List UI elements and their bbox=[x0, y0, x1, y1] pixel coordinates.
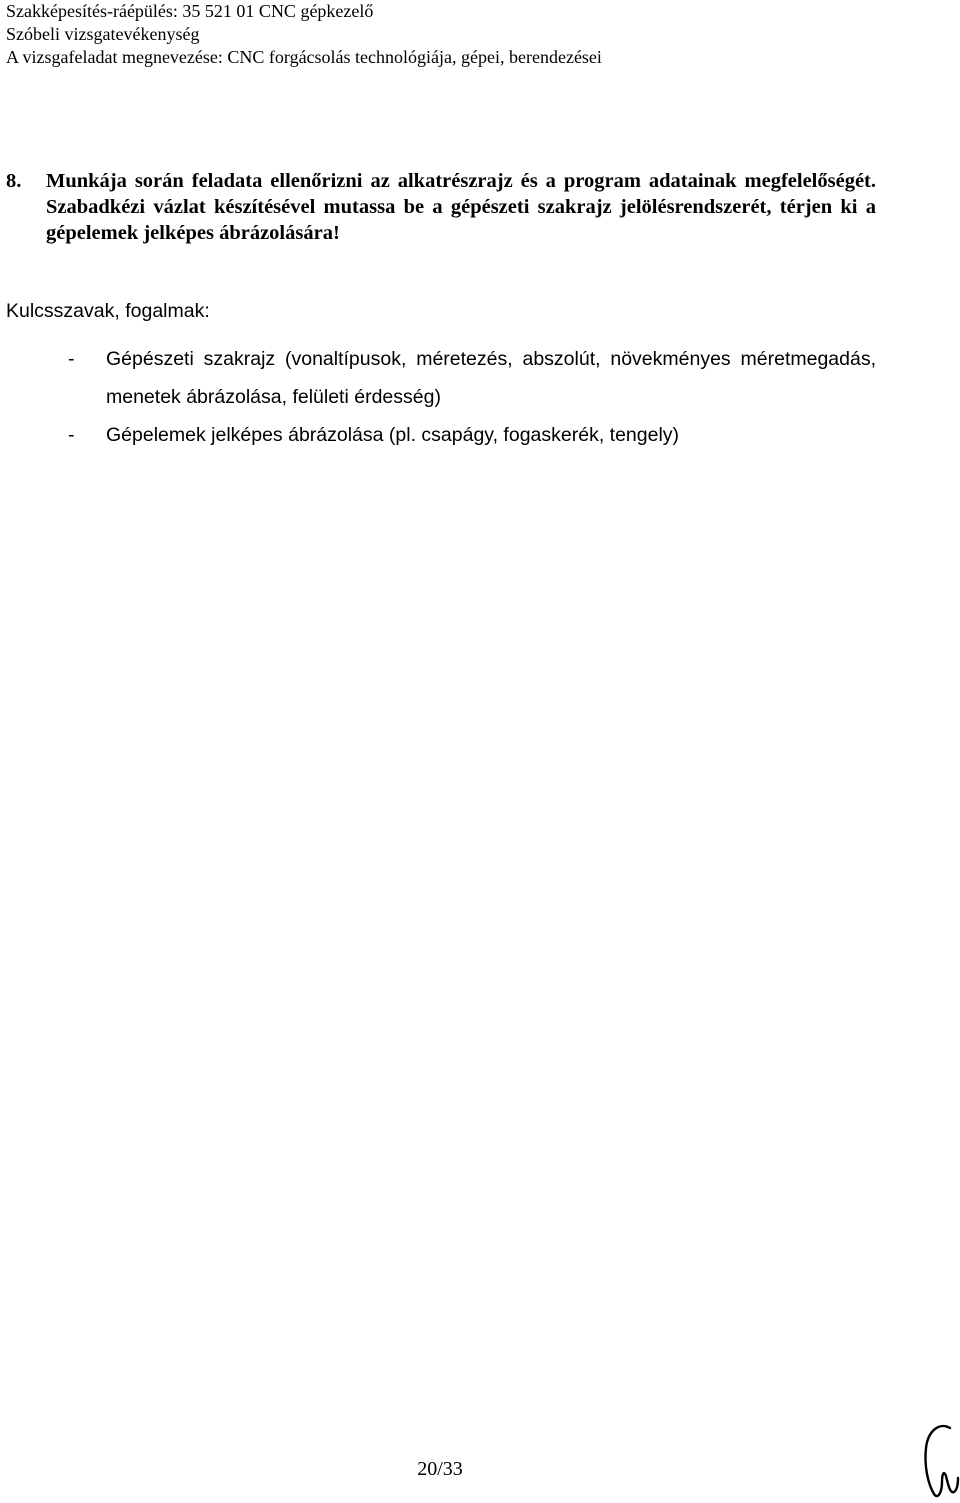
signature-mark bbox=[920, 1420, 960, 1503]
list-item-text: Gépelemek jelképes ábrázolása (pl. csapágy, fogaskerék, tengely) bbox=[106, 424, 680, 446]
task-text: Munkája során feladata ellenőrizni az alkatrészrajz és a program adatainak megfelelőségét. Szabadkézi vázlat készítésével mutassa be a gépészeti szakrajz jelölésrendszerét, térjen ki a gépelemek jelképes ábrázolására! bbox=[46, 170, 876, 244]
list-bullet: - bbox=[68, 424, 75, 446]
task-statement bbox=[6, 168, 876, 246]
header-qualification: Szakképesítés-ráépülés: 35 521 01 CNC gépkezelő bbox=[6, 1, 374, 21]
document-header bbox=[6, 0, 602, 69]
task-number: 8. bbox=[6, 170, 22, 192]
header-exam-task-name: A vizsgafeladat megnevezése: CNC forgácsolás technológiája, gépei, berendezései bbox=[6, 47, 602, 67]
list-bullet: - bbox=[68, 348, 75, 370]
list-item bbox=[68, 340, 876, 416]
list-item-text: Gépészeti szakrajz (vonaltípusok, méretezés, abszolút, növekményes méretmegadás, menetek ábrázolása, felületi érdesség) bbox=[106, 348, 876, 408]
keywords-title: Kulcsszavak, fogalmak: bbox=[6, 300, 210, 322]
keywords-list bbox=[68, 340, 876, 454]
page-number: 20/33 bbox=[417, 1458, 463, 1480]
header-exam-type: Szóbeli vizsgatevékenység bbox=[6, 24, 200, 44]
list-item bbox=[68, 416, 876, 454]
